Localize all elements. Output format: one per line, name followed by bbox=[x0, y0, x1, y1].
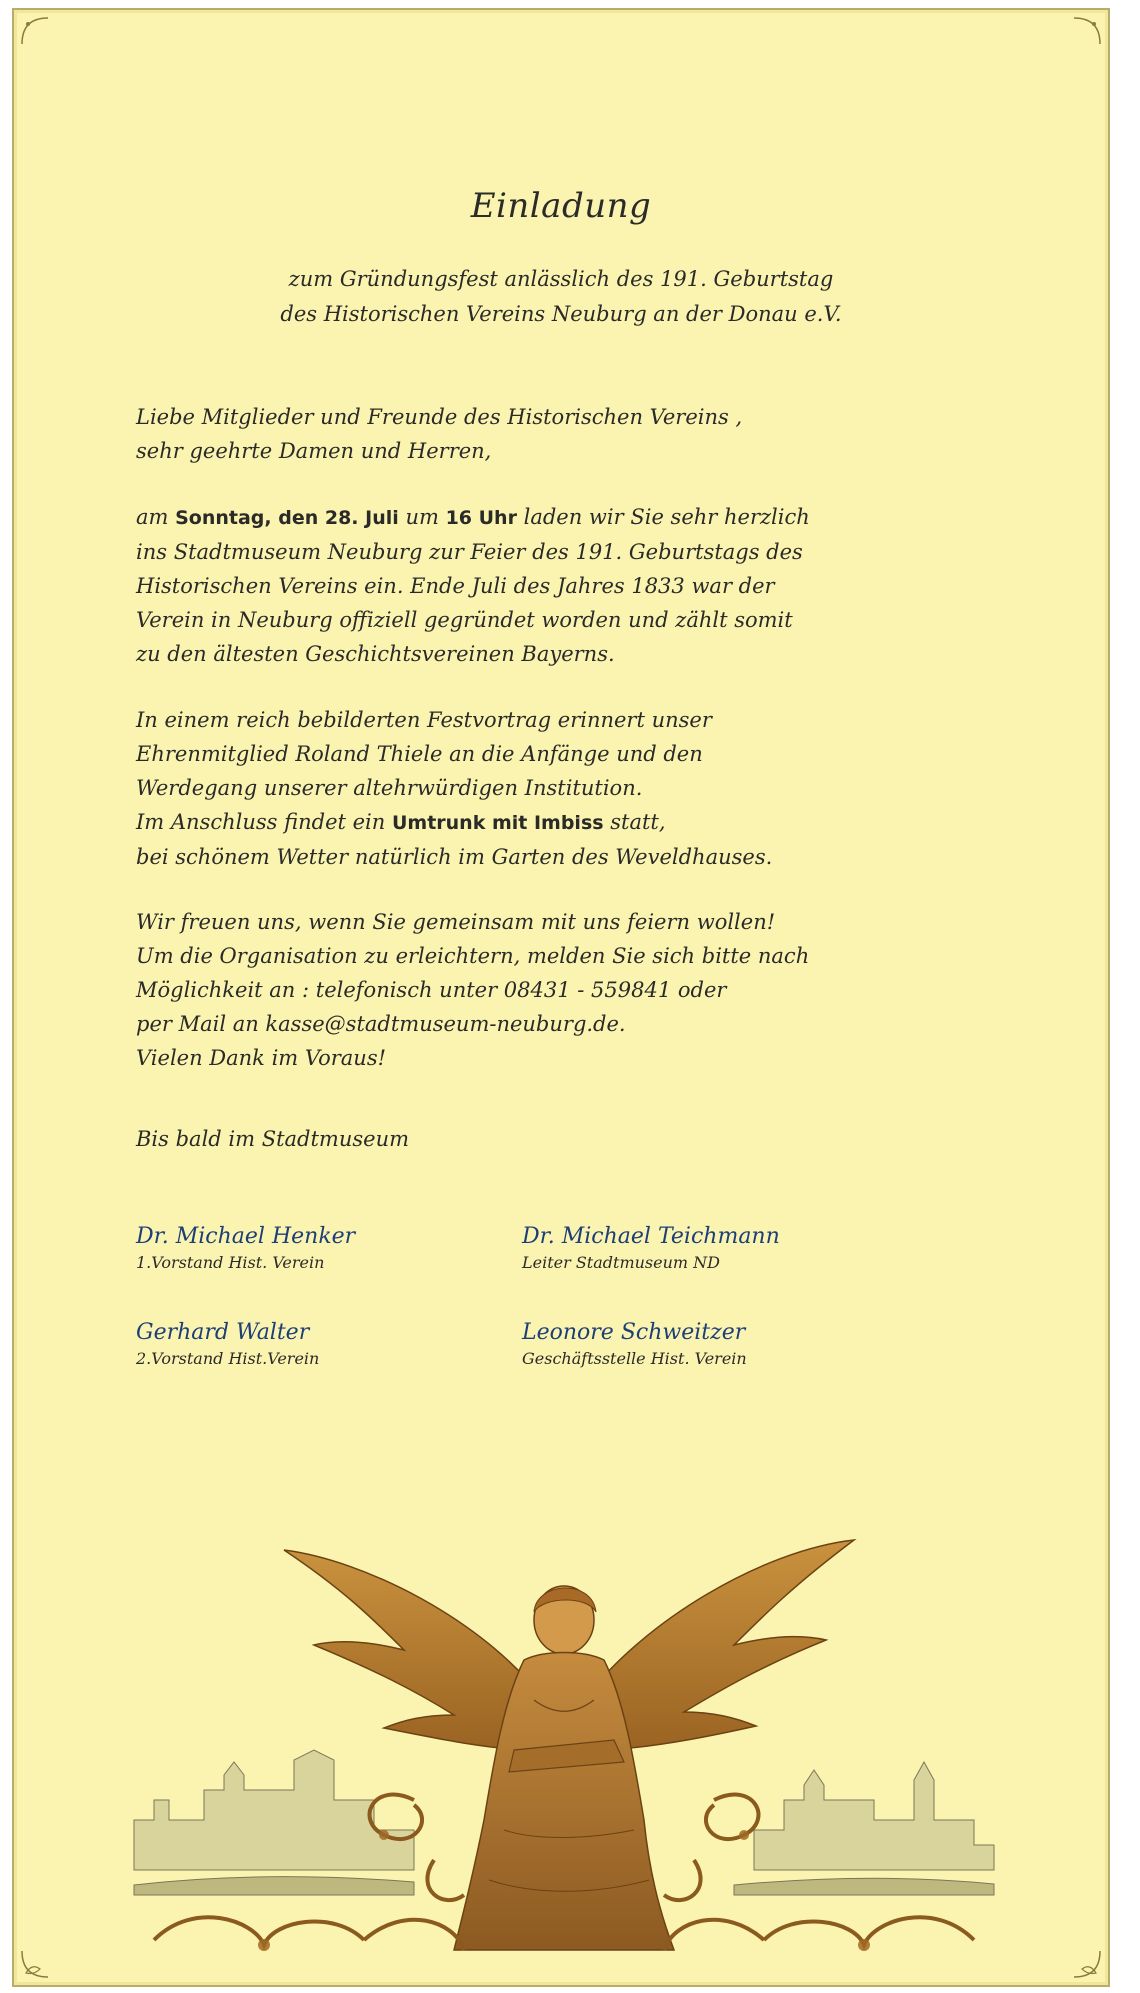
signature-teichmann bbox=[522, 1222, 780, 1274]
paragraph-line: ins Stadtmuseum Neuburg zur Feier des 191. Geburtstags des bbox=[136, 540, 803, 564]
event-date: Sonntag, den 28. Juli bbox=[175, 507, 399, 529]
phone-line: Möglichkeit an : telefonisch unter 08431 - 559841 oder bbox=[136, 978, 727, 1002]
signature-name: Dr. Michael Teichmann bbox=[522, 1224, 780, 1249]
email-line: per Mail an kasse@stadtmuseum-neuburg.de. bbox=[136, 1012, 626, 1036]
paragraph-registration bbox=[136, 905, 1036, 1075]
text-span: um bbox=[398, 505, 446, 529]
signature-walter bbox=[136, 1318, 319, 1370]
paragraph-event bbox=[136, 500, 1036, 671]
refreshments-highlight: Umtrunk mit Imbiss bbox=[391, 812, 604, 834]
paragraph-program bbox=[136, 703, 1036, 874]
angel-illustration bbox=[114, 1500, 1014, 1970]
closing bbox=[136, 1122, 1036, 1156]
subtitle-line: zum Gründungsfest anlässlich des 191. Geburtstag bbox=[288, 267, 834, 291]
text-span: statt, bbox=[603, 810, 666, 834]
text-span: Im Anschluss findet ein bbox=[136, 810, 392, 834]
signature-role: 2.Vorstand Hist.Verein bbox=[136, 1349, 320, 1368]
signature-role: 1.Vorstand Hist. Verein bbox=[136, 1253, 325, 1272]
invitation-card bbox=[12, 8, 1110, 1987]
closing-line: Bis bald im Stadtmuseum bbox=[136, 1127, 410, 1151]
greeting-line: sehr geehrte Damen und Herren, bbox=[136, 439, 492, 463]
text-span: laden wir Sie sehr herzlich bbox=[516, 505, 810, 529]
greeting bbox=[136, 400, 1036, 468]
paragraph-line: Verein in Neuburg offiziell gegründet worden und zählt somit bbox=[136, 608, 793, 632]
signature-role: Geschäftsstelle Hist. Verein bbox=[522, 1349, 747, 1368]
paragraph-line bbox=[136, 500, 1036, 535]
paragraph-line: Werdegang unserer altehrwürdigen Institution. bbox=[136, 776, 643, 800]
paragraph-line: bei schönem Wetter natürlich im Garten des Weveldhauses. bbox=[136, 845, 773, 869]
signature-name: Gerhard Walter bbox=[136, 1320, 310, 1345]
event-time: 16 Uhr bbox=[445, 507, 517, 529]
angel-illustration-svg bbox=[114, 1500, 1014, 1970]
invitation-title: Einladung bbox=[470, 186, 652, 226]
paragraph-line: Wir freuen uns, wenn Sie gemeinsam mit uns feiern wollen! bbox=[136, 910, 776, 934]
signature-henker bbox=[136, 1222, 355, 1274]
greeting-line: Liebe Mitglieder und Freunde des Historischen Vereins , bbox=[136, 405, 743, 429]
paragraph-line: zu den ältesten Geschichtsvereinen Bayerns. bbox=[136, 642, 615, 666]
paragraph-line: Historischen Vereins ein. Ende Juli des Jahres 1833 war der bbox=[136, 574, 775, 598]
subtitle-line: des Historischen Vereins Neuburg an der Donau e.V. bbox=[280, 302, 842, 326]
signature-role: Leiter Stadtmuseum ND bbox=[522, 1253, 720, 1272]
text-span: am bbox=[136, 505, 176, 529]
paragraph-line: Um die Organisation zu erleichtern, melden Sie sich bitte nach bbox=[136, 944, 810, 968]
signature-name: Leonore Schweitzer bbox=[522, 1320, 746, 1345]
invitation-subtitle bbox=[14, 262, 1108, 332]
paragraph-line bbox=[136, 805, 1036, 840]
signature-schweitzer bbox=[522, 1318, 747, 1370]
paragraph-line: In einem reich bebilderten Festvortrag erinnert unser bbox=[136, 708, 712, 732]
paragraph-line: Ehrenmitglied Roland Thiele an die Anfänge und den bbox=[136, 742, 703, 766]
paragraph-line: Vielen Dank im Voraus! bbox=[136, 1046, 387, 1070]
signature-name: Dr. Michael Henker bbox=[136, 1224, 356, 1249]
